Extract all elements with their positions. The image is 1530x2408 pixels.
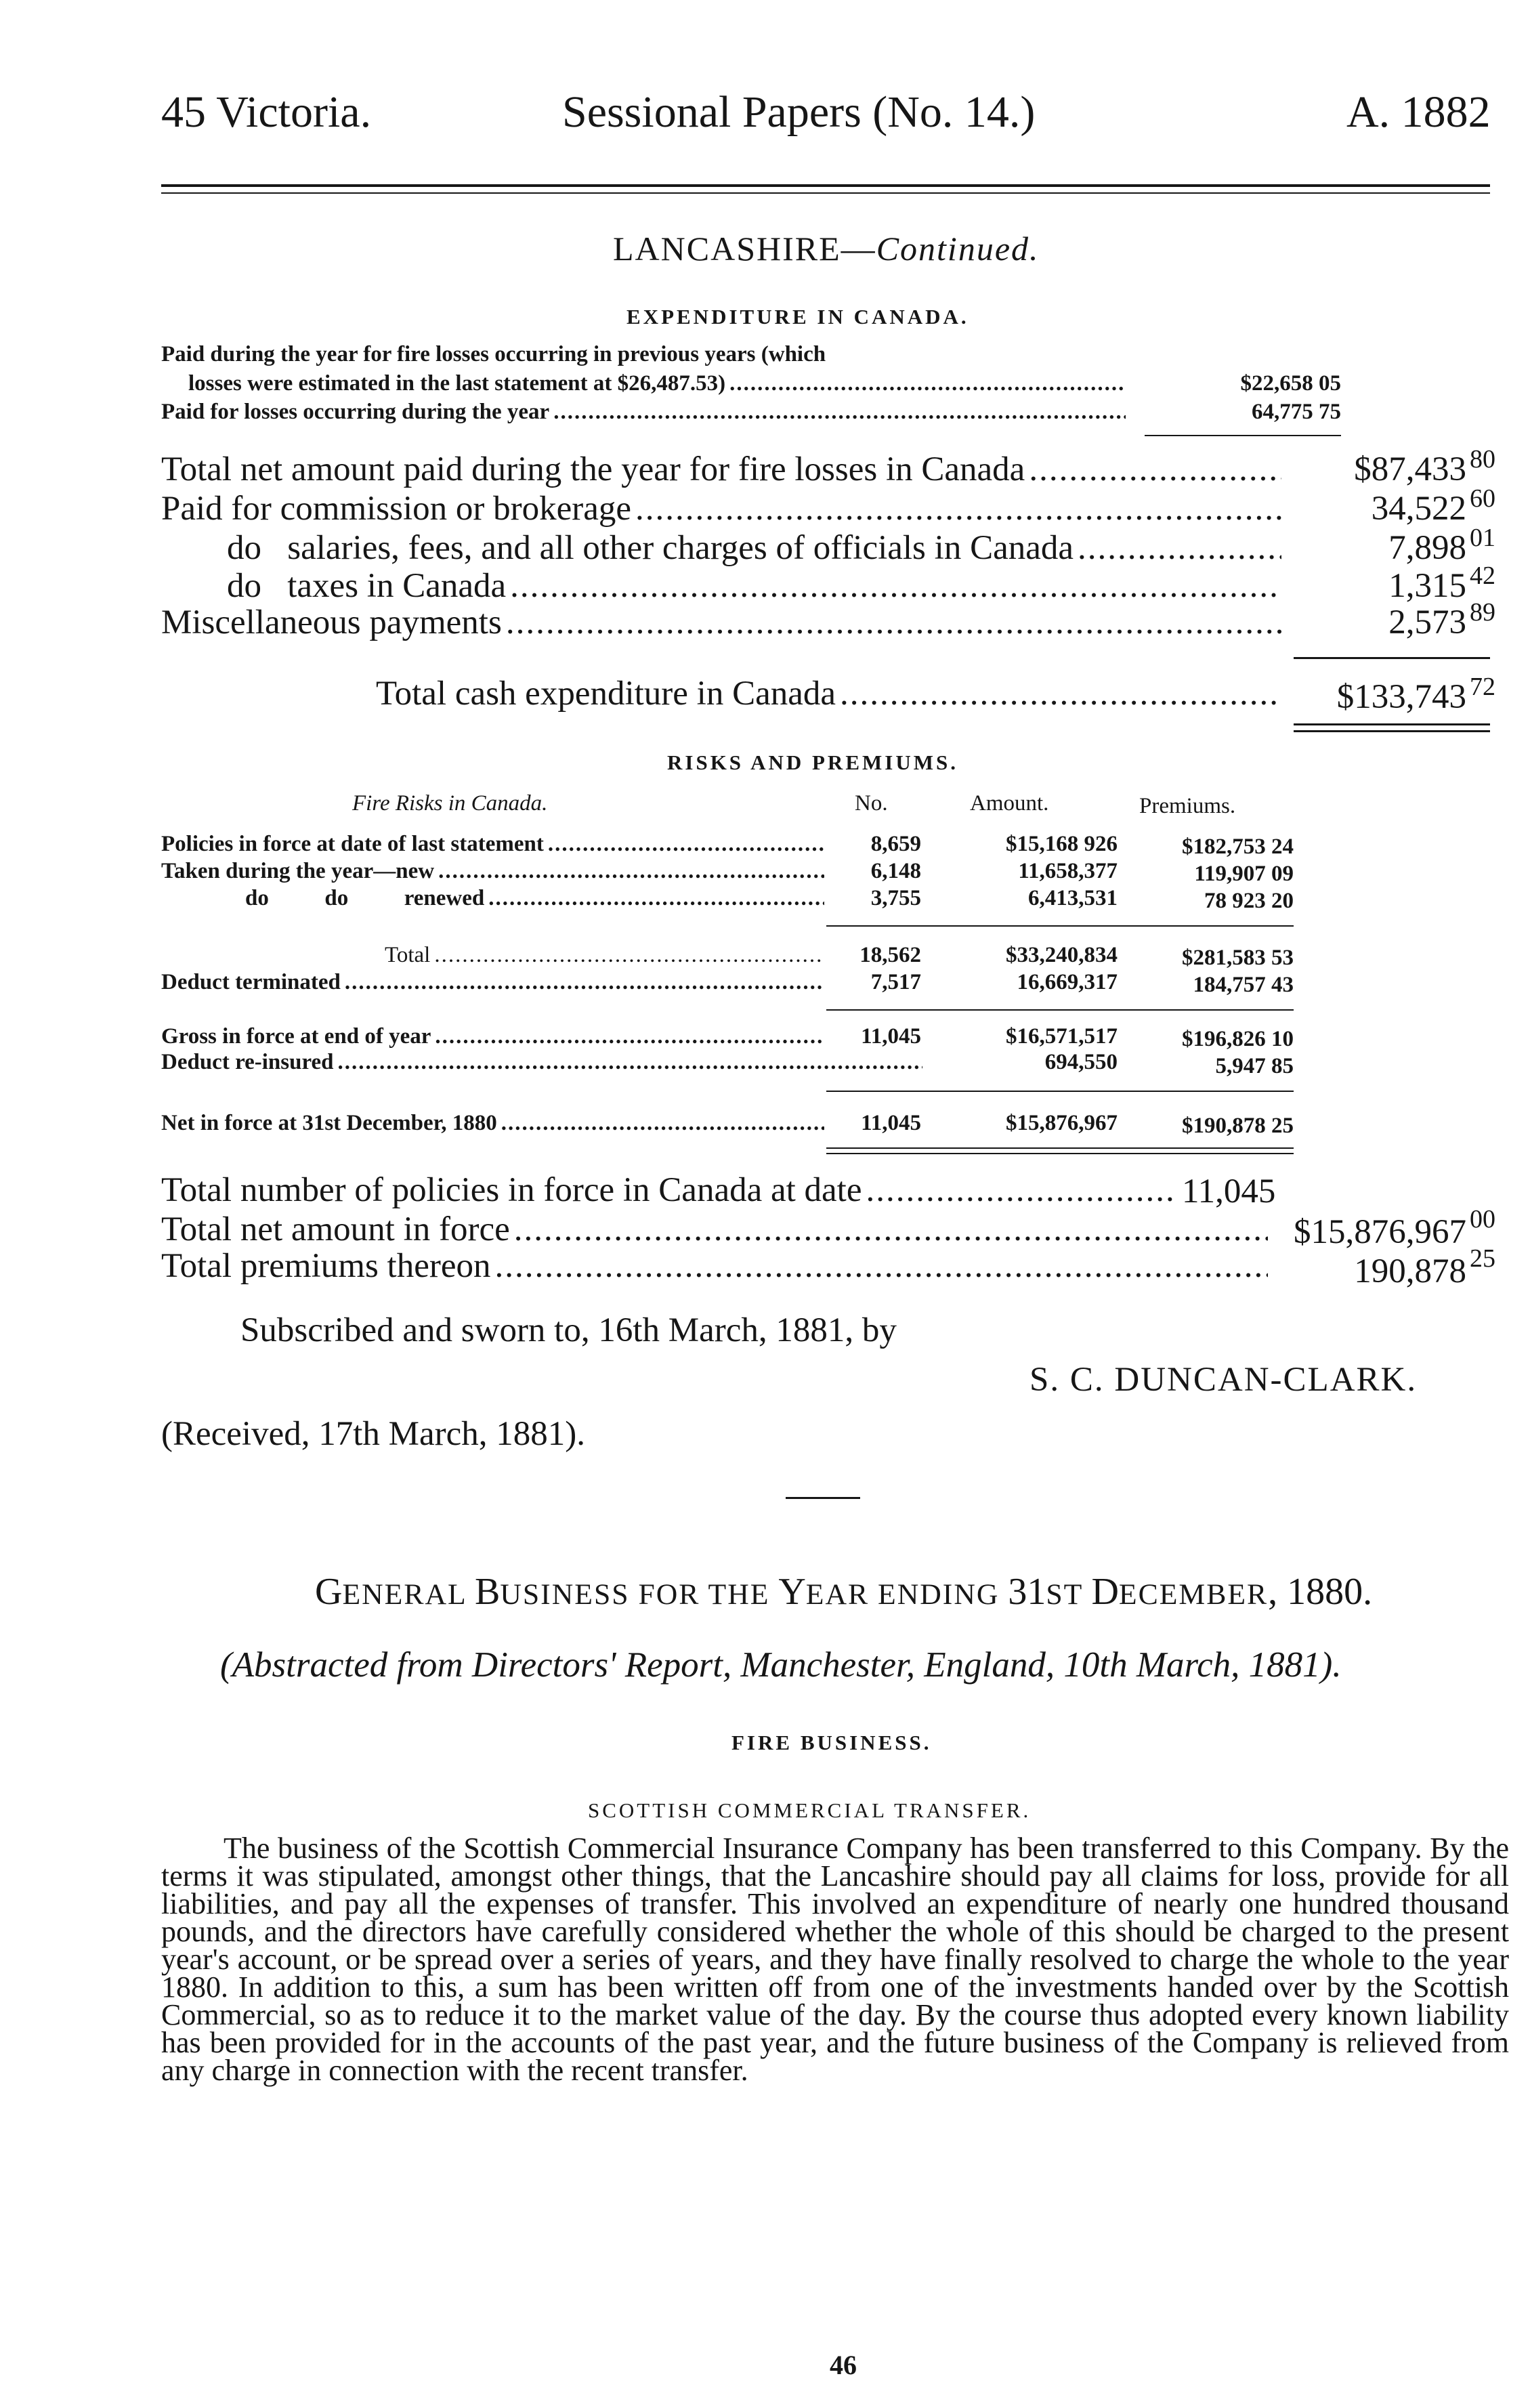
table-row <box>161 859 828 884</box>
risk-row-no: 8,659 <box>870 832 921 856</box>
risk-row-amount: 6,413,531 <box>1028 886 1118 910</box>
general-title-part: ST <box>1046 1578 1092 1611</box>
expenditure-item-cents: 60 <box>1470 484 1495 513</box>
totals-value: 190,878 <box>1354 1252 1466 1290</box>
risks-col-premiums: Premiums. <box>1139 794 1236 818</box>
expenditure-total-amount: $133,743 <box>1336 678 1466 716</box>
risk-row-amount: 11,658,377 <box>1018 859 1118 883</box>
section-title-main: LANCASHIRE— <box>613 230 876 268</box>
risk-row-premiums: 78 923 20 <box>1204 889 1294 913</box>
risks-rule-3 <box>826 1091 1294 1092</box>
abstract-source: (Abstracted from Directors' Report, Manchester, England, 10th March, 1881). <box>220 1645 1342 1685</box>
risk-row-label: Net in force at 31st December, 1880 <box>161 1111 497 1135</box>
risk-row-label: Total <box>385 943 431 967</box>
expenditure-item-1 <box>161 450 1285 489</box>
risks-heading: RISKS AND PREMIUMS. <box>667 751 958 774</box>
general-title-part: B <box>475 1571 501 1613</box>
table-row <box>385 943 828 968</box>
totals-cents: 25 <box>1470 1244 1495 1273</box>
losses-current-label: Paid for losses occurring during the year <box>161 400 550 424</box>
risk-row-no: 11,045 <box>861 1111 921 1135</box>
expenditure-item-2 <box>161 489 1285 528</box>
transfer-paragraph <box>161 1832 1509 2087</box>
general-title-part: Y <box>778 1571 806 1613</box>
risk-row-label: do do renewed <box>245 886 485 910</box>
table-row <box>161 1111 828 1136</box>
general-title <box>315 1570 1372 1613</box>
general-title-part: , 1880. <box>1268 1571 1373 1613</box>
expenditure-item-amount: $87,433 <box>1354 450 1466 488</box>
totals-label: Total number of policies in force in Canada at date <box>161 1171 862 1209</box>
risks-rule-2 <box>826 1009 1294 1011</box>
expenditure-total-double-rule-2 <box>1294 730 1490 732</box>
risk-row-label: Gross in force at end of year <box>161 1024 431 1049</box>
expenditure-item-label: Paid for commission or brokerage <box>161 490 632 528</box>
totals-row-3 <box>161 1246 1272 1286</box>
expenditure-item-amount: 1,315 <box>1388 567 1466 605</box>
totals-value: 11,045 <box>1182 1173 1276 1210</box>
general-title-part: USINESS FOR THE <box>500 1578 779 1611</box>
risk-row-label: Taken during the year—new <box>161 859 435 883</box>
expenditure-item-cents: 89 <box>1470 598 1495 627</box>
expenditure-total-cents: 72 <box>1470 673 1495 701</box>
section-title <box>613 229 1040 268</box>
expenditure-item-label: Total net amount paid during the year for fire losses in Canada <box>161 450 1025 488</box>
risk-row-premiums: 184,757 43 <box>1193 973 1294 997</box>
expenditure-item-cents: 01 <box>1470 524 1495 552</box>
totals-label: Total net amount in force <box>161 1210 510 1248</box>
page-number: 46 <box>830 2350 857 2380</box>
header-series: A. 1882 <box>1346 87 1491 137</box>
totals-value: $15,876,967 <box>1294 1213 1466 1251</box>
expenditure-total-label: Total cash expenditure in Canada <box>376 675 836 713</box>
risks-col-amount: Amount. <box>970 791 1049 816</box>
expenditure-total-rule <box>1294 657 1490 659</box>
header-volume: 45 Victoria. <box>161 87 372 137</box>
totals-row-1 <box>161 1170 1177 1210</box>
totals-cents: 00 <box>1470 1205 1495 1233</box>
risk-row-label: Deduct terminated <box>161 970 341 994</box>
table-row <box>161 1050 927 1075</box>
expenditure-total-double-rule-1 <box>1294 723 1490 725</box>
risks-col-no: No. <box>855 791 888 816</box>
expenditure-item-4 <box>227 566 1285 606</box>
received-date: (Received, 17th March, 1881). <box>161 1415 585 1453</box>
expenditure-item-label: do taxes in Canada <box>227 567 507 605</box>
losses-subtotal-rule <box>1145 435 1341 436</box>
expenditure-item-5 <box>161 603 1285 642</box>
risk-row-amount: $33,240,834 <box>1006 943 1118 967</box>
risk-row-amount: $15,876,967 <box>1006 1111 1118 1135</box>
risk-row-amount: 694,550 <box>1044 1050 1118 1074</box>
expenditure-item-amount: 34,522 <box>1371 490 1466 528</box>
risk-row-premiums: $182,753 24 <box>1182 835 1294 859</box>
risks-col-label: Fire Risks in Canada. <box>352 791 548 816</box>
risks-double-rule-1 <box>826 1147 1294 1149</box>
section-divider <box>786 1497 860 1499</box>
expenditure-item-cents: 80 <box>1470 445 1495 473</box>
table-row <box>161 1024 828 1049</box>
expenditure-total-row <box>376 674 1285 713</box>
losses-previous-amount: $22,658 05 <box>1240 371 1341 396</box>
general-title-part: ENERAL <box>342 1578 475 1611</box>
losses-current-amount: 64,775 75 <box>1252 400 1341 424</box>
signatory-name: S. C. DUNCAN-CLARK. <box>1029 1361 1418 1399</box>
totals-row-2 <box>161 1210 1272 1249</box>
expenditure-item-amount: 2,573 <box>1388 604 1466 641</box>
risk-row-premiums: $190,878 25 <box>1182 1114 1294 1138</box>
header-rule-bottom <box>161 192 1490 194</box>
losses-previous-line2: losses were estimated in the last statement at $26,487.53) <box>188 371 726 396</box>
expenditure-item-label: Miscellaneous payments <box>161 604 502 641</box>
risks-rule-1 <box>826 925 1294 927</box>
risk-row-premiums: 5,947 85 <box>1215 1054 1294 1078</box>
risk-row-no: 18,562 <box>859 943 921 967</box>
risk-row-no: 6,148 <box>870 859 921 883</box>
header-rule-top <box>161 184 1490 187</box>
risk-row-no: 11,045 <box>861 1024 921 1049</box>
risk-row-no: 3,755 <box>870 886 921 910</box>
sworn-statement: Subscribed and sworn to, 16th March, 1881, by <box>240 1311 897 1349</box>
expenditure-item-amount: 7,898 <box>1388 529 1466 567</box>
fire-business-heading: FIRE BUSINESS. <box>731 1731 932 1754</box>
risk-row-amount: 16,669,317 <box>1017 970 1118 994</box>
losses-previous-row <box>188 371 1130 396</box>
risk-row-no: 7,517 <box>870 970 921 994</box>
expenditure-item-3 <box>227 528 1285 568</box>
losses-previous-line1: Paid during the year for fire losses occurring in previous years (which <box>161 342 826 366</box>
risk-row-premiums: $196,826 10 <box>1182 1027 1294 1051</box>
risk-row-label: Policies in force at date of last statement <box>161 832 544 856</box>
risk-row-premiums: 119,907 09 <box>1194 862 1294 886</box>
general-title-part: 31 <box>1008 1571 1046 1613</box>
risk-row-label: Deduct re-insured <box>161 1050 334 1074</box>
risk-row-premiums: $281,583 53 <box>1182 946 1294 970</box>
risks-double-rule-2 <box>826 1153 1294 1154</box>
expenditure-heading: EXPENDITURE IN CANADA. <box>626 305 969 329</box>
general-title-part: G <box>315 1571 343 1613</box>
risk-row-amount: $15,168 926 <box>1006 832 1118 856</box>
general-title-part: EAR ENDING <box>805 1578 1008 1611</box>
transfer-paragraph-text: The business of the Scottish Commercial Insurance Company has been transferred to this Company. By the terms it was stipulated, amongst other things, that the Lancashire should pay all claims for loss, provide for all liabilities, and pay all the expenses of transfer. This involved an expenditure of nearly one hundred thousand pounds, and the directors have carefully considered whether the whole of this should be charged to the present year's account, or be spread over a series of years, and they have finally resolved to charge the whole to the year 1880. In addition to this, a sum has been written off from one of the investments handed over by the Scottish Commercial, so as to reduce it to the market value of the day. By the course thus adopted every known liability has been provided for in the accounts of the past year, and the future business of the Company is relieved from any charge in connection with the recent transfer. <box>161 1832 1509 2087</box>
section-title-continued: Continued. <box>876 230 1040 268</box>
general-title-part: D <box>1091 1571 1119 1613</box>
general-title-part: ECEMBER <box>1118 1578 1269 1611</box>
expenditure-item-label: do salaries, fees, and all other charges of officials in Canada <box>227 529 1074 567</box>
table-row <box>245 886 828 911</box>
transfer-heading: SCOTTISH COMMERCIAL TRANSFER. <box>588 1798 1032 1822</box>
table-row <box>161 832 828 857</box>
table-row <box>161 970 828 995</box>
expenditure-item-cents: 42 <box>1470 562 1495 590</box>
losses-current-row <box>161 400 1130 425</box>
totals-label: Total premiums thereon <box>161 1247 491 1285</box>
header-title: Sessional Papers (No. 14.) <box>562 87 1036 137</box>
risk-row-amount: $16,571,517 <box>1006 1024 1118 1049</box>
